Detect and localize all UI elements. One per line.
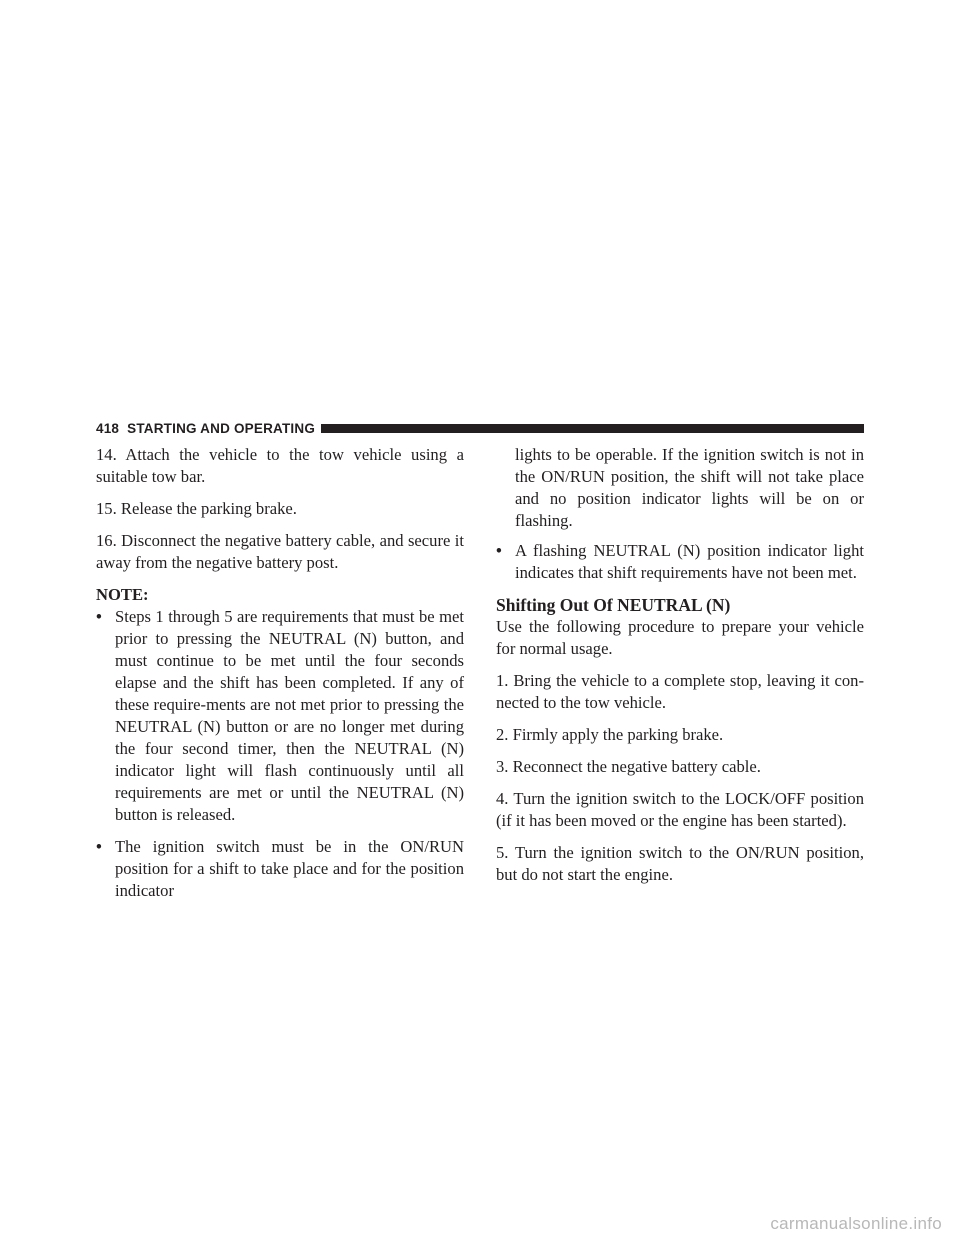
bullet-continuation: lights to be operable. If the ignition switch is not in the ON/RUN position, the shift will not take place and no position indicator lights will be on or flashing. (515, 445, 864, 530)
bullet-icon: • (496, 541, 502, 560)
note-label: NOTE: (96, 585, 149, 604)
intro-paragraph: Use the following procedure to prepare your vehicle for normal usage. (496, 617, 864, 658)
bullet-icon: • (96, 837, 102, 856)
step-4: 4. Turn the ignition switch to the LOCK/OFF position (if it has been moved or the engine has been started). (496, 789, 864, 830)
bullet-text: A flashing NEUTRAL (N) position indicator light indicates that shift requirements have not been met. (515, 541, 864, 582)
header-rule (321, 424, 864, 433)
bullet-text: Steps 1 through 5 are requirements that must be met prior to pressing the NEUTRAL (N) button, and must continue to be met until the four seconds elapse and the shift has been completed. If any of these require-ments are not met prior to pressing the NEUTRAL (N) button or are no longer met during the four second timer, then the NEUTRAL (N) indicator light will flash continuously until all requirements are met or until the NEUTRAL (N) button is released. (115, 607, 464, 824)
watermark: carmanualsonline.info (770, 1214, 942, 1233)
left-column (96, 444, 464, 912)
step-5: 5. Turn the ignition switch to the ON/RUN position, but do not start the engine. (496, 843, 864, 884)
bullet-icon: • (96, 607, 102, 626)
step-1: 1. Bring the vehicle to a complete stop, leaving it con-nected to the tow vehicle. (496, 671, 864, 712)
step-2: 2. Firmly apply the parking brake. (496, 725, 724, 744)
note-bullet-ignition (96, 836, 464, 902)
section-title: STARTING AND OPERATING (127, 420, 316, 436)
step-16: 16. Disconnect the negative battery cable, and secure it away from the negative battery post. (96, 531, 464, 572)
page-header (96, 420, 864, 436)
step-15: 15. Release the parking brake. (96, 499, 297, 518)
page-number: 418 (96, 420, 120, 436)
right-column (496, 444, 864, 896)
section-heading: Shifting Out Of NEUTRAL (N) (496, 595, 731, 615)
step-14: 14. Attach the vehicle to the tow vehicle using a suitable tow bar. (96, 445, 464, 486)
bullet-text: The ignition switch must be in the ON/RUN position for a shift to take place and for the position indicator (115, 837, 464, 900)
note-bullet-requirements (96, 606, 464, 826)
step-3: 3. Reconnect the negative battery cable. (496, 757, 761, 776)
note-bullet-flashing (496, 540, 864, 584)
